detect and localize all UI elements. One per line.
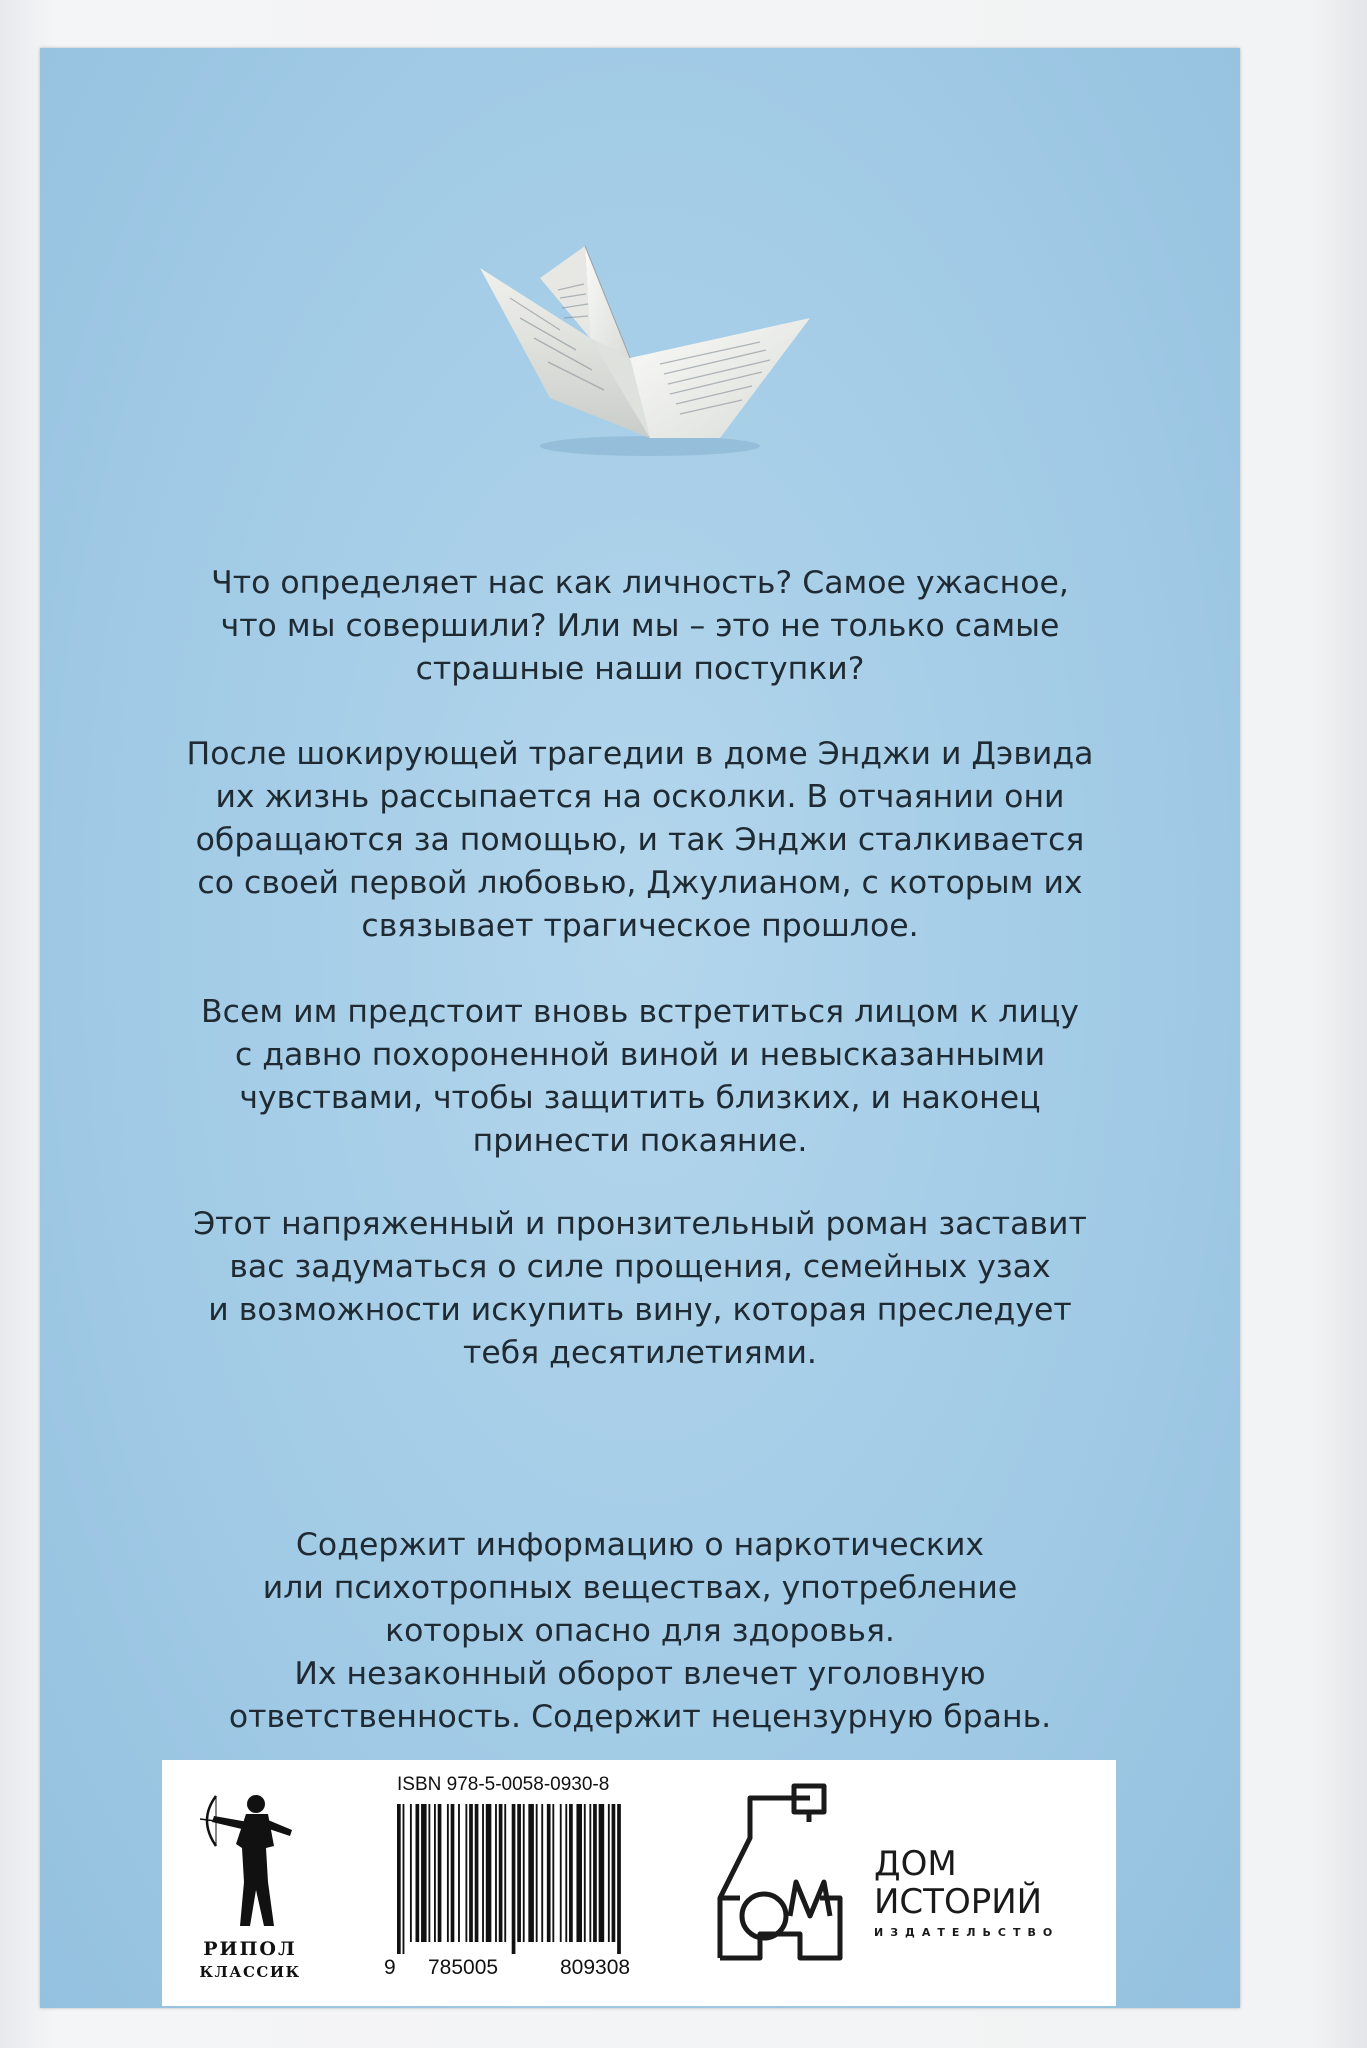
dom-istoriy-logo-icon bbox=[700, 1778, 860, 1968]
blurb-line: их жизнь рассыпается на осколки. В отчаянии они bbox=[215, 779, 1065, 815]
barcode-digits-right: 809308 bbox=[560, 1956, 631, 1979]
blurb-line: тебя десятилетиями. bbox=[463, 1335, 817, 1371]
blurb-line: Всем им предстоит вновь встретиться лицом к лицу bbox=[201, 994, 1079, 1030]
back-cover bbox=[40, 48, 1240, 2008]
blurb-line: Этот напряженный и пронзительный роман заставит bbox=[193, 1206, 1087, 1242]
ripol-name: РИПОЛ bbox=[203, 1938, 297, 1960]
blurb-line: и возможности искупить вину, которая преследует bbox=[208, 1292, 1072, 1328]
dom-istoriy-line-1: ДОМ bbox=[874, 1844, 957, 1884]
paper-boat-icon bbox=[480, 238, 820, 478]
isbn-label: ISBN 978-5-0058-0930-8 bbox=[397, 1774, 610, 1795]
content-warning bbox=[100, 1524, 1180, 1739]
blurb-line: чувствами, чтобы защитить близких, и наконец bbox=[239, 1080, 1041, 1116]
warning-line: ответственность. Содержит нецензурную брань. bbox=[228, 1699, 1052, 1735]
ripol-subtitle: КЛАССИК bbox=[199, 1963, 301, 1981]
blurb-line: с давно похороненной виной и невысказанными bbox=[234, 1037, 1046, 1073]
publisher-label-panel bbox=[162, 1760, 1116, 2006]
blurb-line: со своей первой любовью, Джулианом, с которым их bbox=[197, 865, 1083, 901]
warning-line: или психотропных веществах, употребление bbox=[262, 1570, 1018, 1606]
dom-istoriy-line-2: ИСТОРИЙ bbox=[874, 1882, 1043, 1922]
blurb-line: страшные наши поступки? bbox=[415, 651, 865, 687]
dom-istoriy-line-3: ИЗДАТЕЛЬСТВО bbox=[874, 1926, 1060, 1939]
blurb-line: вас задуматься о силе прощения, семейных узах bbox=[229, 1249, 1051, 1285]
warning-line: Содержит информацию о наркотических bbox=[295, 1527, 985, 1563]
blurb-line: Что определяет нас как личность? Самое ужасное, bbox=[211, 565, 1069, 601]
blurb-paragraph-4 bbox=[100, 1203, 1180, 1375]
blurb-paragraph-1 bbox=[100, 562, 1180, 691]
blurb-line: что мы совершили? Или мы – это не только самые bbox=[220, 608, 1060, 644]
blurb-paragraph-2 bbox=[100, 733, 1180, 948]
barcode-digit-first: 9 bbox=[384, 1956, 396, 1979]
blurb-line: обращаются за помощью, и так Энджи сталкивается bbox=[195, 822, 1085, 858]
warning-line: которых опасно для здоровья. bbox=[385, 1613, 895, 1649]
blurb-paragraph-3 bbox=[100, 991, 1180, 1163]
barcode bbox=[397, 1804, 687, 1954]
blurb-line: принести покаяние. bbox=[472, 1123, 808, 1159]
archer-silhouette-icon bbox=[194, 1786, 306, 1936]
barcode-digits-left: 785005 bbox=[428, 1956, 499, 1979]
blurb-line: После шокирующей трагедии в доме Энджи и Дэвида bbox=[186, 736, 1094, 772]
blurb-line: связывает трагическое прошлое. bbox=[361, 908, 919, 944]
warning-line: Их незаконный оборот влечет уголовную bbox=[294, 1656, 986, 1692]
